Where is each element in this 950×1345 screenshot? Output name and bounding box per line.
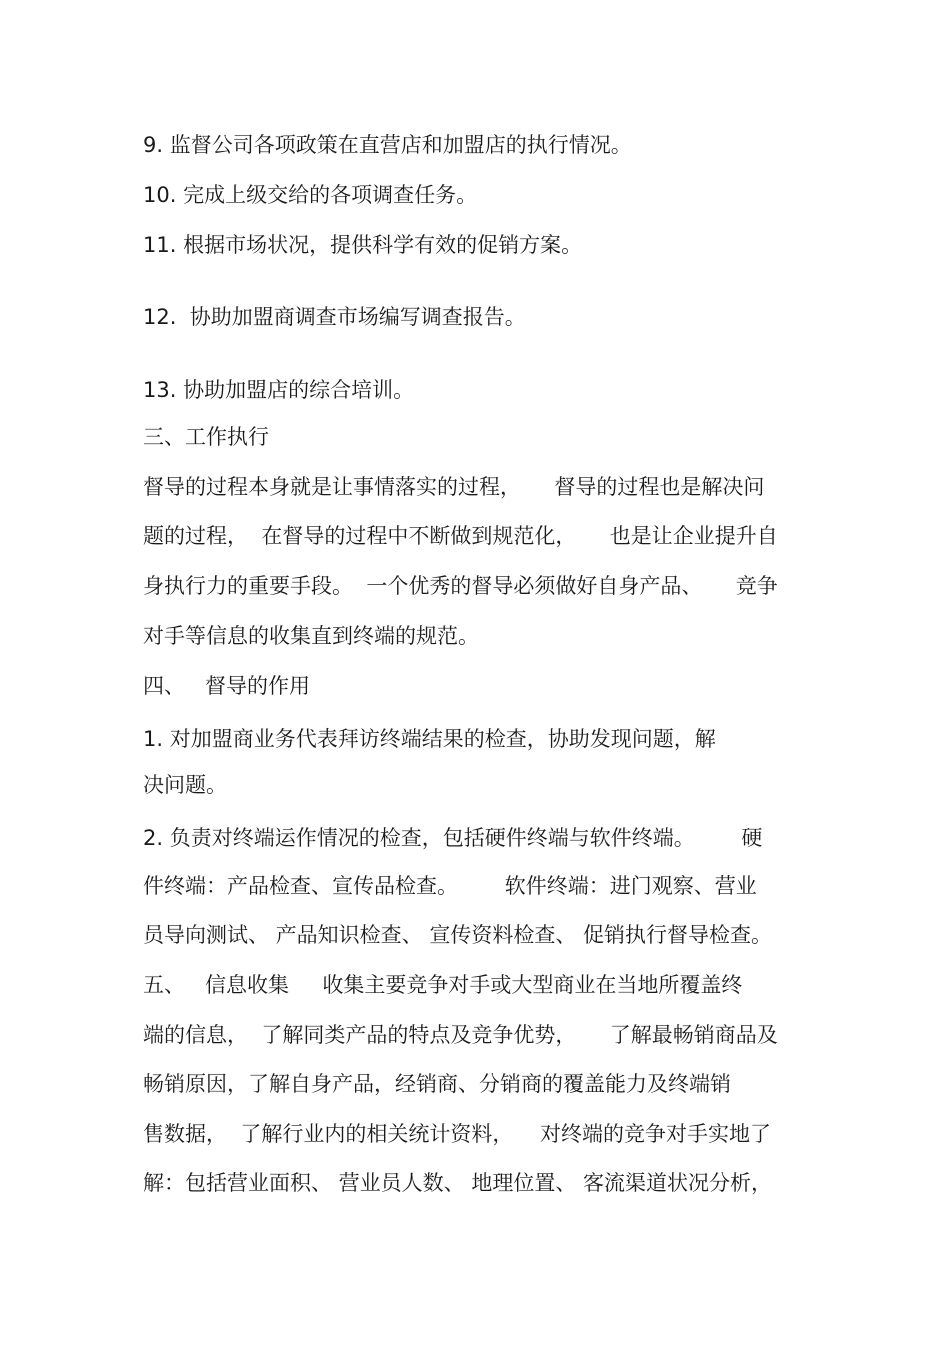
paragraph-line: 决问题。 — [143, 773, 227, 797]
list-item-12: 12. 协助加盟商调查市场编写调查报告。 — [143, 305, 526, 329]
paragraph-line: 解：包括营业面积、 营业员人数、 地理位置、 客流渠道状况分析， — [143, 1171, 773, 1195]
paragraph-line: 件终端：产品检查、宣传品检查。 软件终端：进门观察、营业 — [143, 874, 757, 898]
paragraph-line: 题的过程， 在督导的过程中不断做到规范化， 也是让企业提升自 — [143, 524, 778, 548]
section-heading-3: 三、工作执行 — [143, 425, 269, 449]
list-item-11: 11. 根据市场状况，提供科学有效的促销方案。 — [143, 233, 583, 257]
section-heading-4: 四、 督导的作用 — [143, 674, 311, 698]
paragraph-line: 售数据， 了解行业内的相关统计资料， 对终端的竞争对手实地了 — [143, 1122, 772, 1146]
paragraph-line: 身执行力的重要手段。 一个优秀的督导必须做好自身产品、 竞争 — [143, 574, 778, 598]
paragraph-line: 员导向测试、 产品知识检查、 宣传资料检查、 促销执行督导检查。 — [143, 923, 773, 947]
section-heading-5: 五、 信息收集 收集主要竞争对手或大型商业在当地所覆盖终 — [143, 973, 743, 997]
paragraph-line: 2. 负责对终端运作情况的检查，包括硬件终端与软件终端。 硬 — [143, 826, 763, 850]
paragraph-line: 端的信息， 了解同类产品的特点及竞争优势， 了解最畅销商品及 — [143, 1023, 778, 1047]
list-item-10: 10. 完成上级交给的各项调查任务。 — [143, 183, 478, 207]
paragraph-line: 1. 对加盟商业务代表拜访终端结果的检查，协助发现问题，解 — [143, 727, 716, 751]
paragraph-line: 对手等信息的收集直到终端的规范。 — [143, 624, 479, 648]
list-item-13: 13. 协助加盟店的综合培训。 — [143, 378, 415, 402]
paragraph-line: 督导的过程本身就是让事情落实的过程， 督导的过程也是解决问 — [143, 475, 765, 499]
list-item-9: 9. 监督公司各项政策在直营店和加盟店的执行情况。 — [143, 133, 632, 157]
paragraph-line: 畅销原因，了解自身产品，经销商、分销商的覆盖能力及终端销 — [143, 1072, 731, 1096]
